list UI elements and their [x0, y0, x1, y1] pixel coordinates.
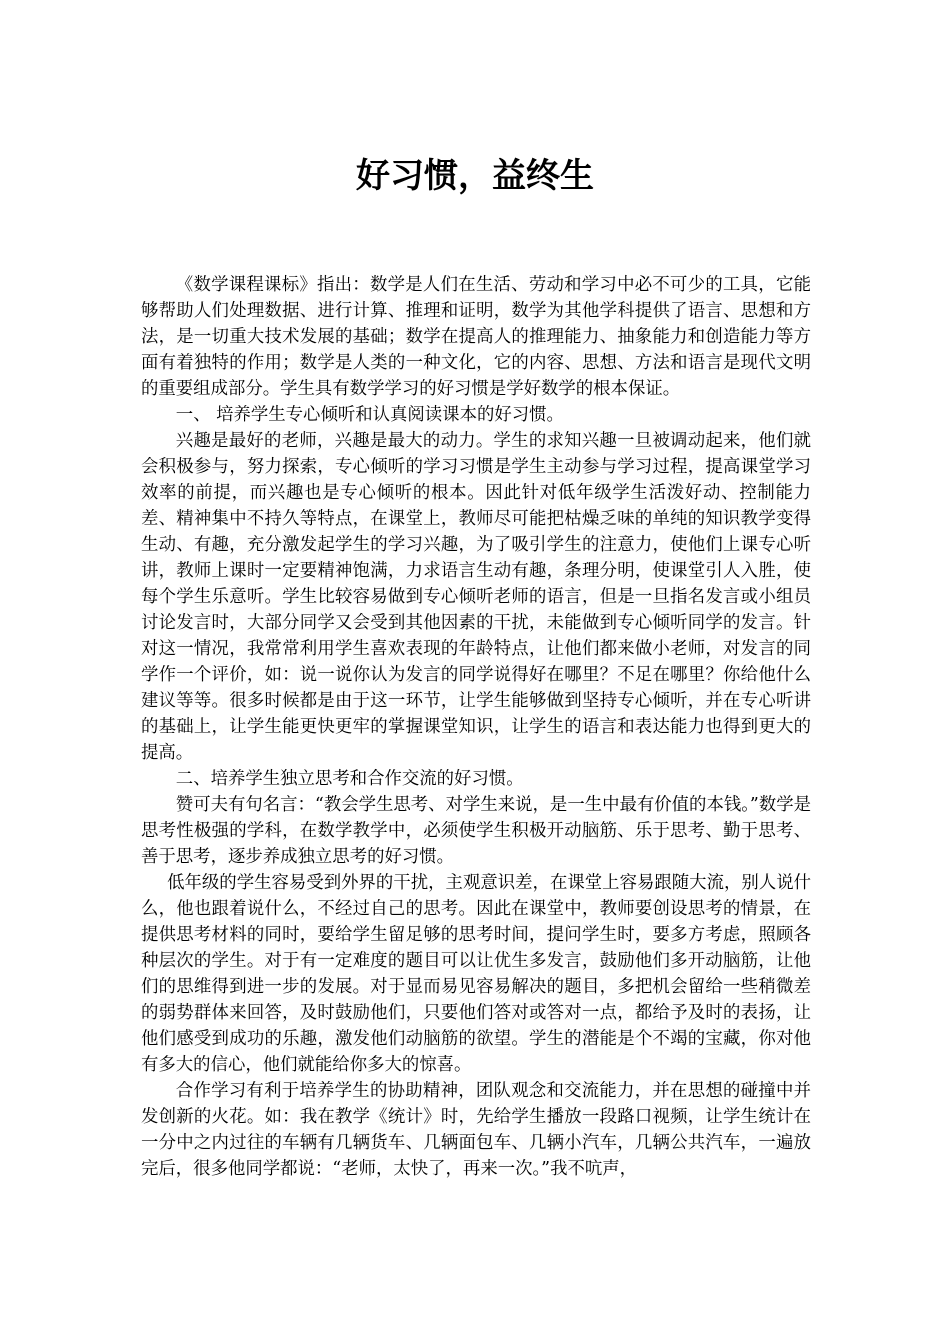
paragraph-intro: 《数学课程课标》指出：数学是人们在生活、劳动和学习中必不可少的工具，它能够帮助人们处理数据、进行计算、推理和证明，数学为其他学科提供了语言、思想和方法，是一切重大技术发展的基础；数学在提高人的推理能力、抽象能力和创造能力等方面有着独特的作用；数学是人类的一种文化，它的内容、思想、方法和语言是现代文明的重要组成部分。学生具有数学学习的好习惯是学好数学的根本保证。 — [141, 275, 811, 399]
section-heading-2: 二、培养学生独立思考和合作交流的好习惯。 — [175, 769, 524, 789]
section-heading-1: 一、 培养学生专心倾听和认真阅读课本的好习惯。 — [175, 405, 564, 425]
paragraph-thinking: 低年级的学生容易受到外界的干扰，主观意识差，在课堂上容易跟随大流，别人说什么，他也跟着说什么，不经过自己的思考。因此在课堂中，教师要创设思考的情景，在提供思考材料的同时，要给学生留足够的思考时间，提问学生时，要多方考虑，照顾各种层次的学生。对于有一定难度的题目可以让优生多发言，鼓励他们多开动脑筋，让他们的思维得到进一步的发展。对于显而易见容易解决的题目，多把机会留给一些稍微差的弱势群体来回答，及时鼓励他们，只要他们答对或答对一点，都给予及时的表扬，让他们感受到成功的乐趣，激发他们动脑筋的欲望。学生的潜能是个不竭的宝藏，你对他有多大的信心，他们就能给你多大的惊喜。 — [141, 873, 811, 1075]
document-body — [141, 272, 811, 1182]
document-title: 好习惯，益终生 — [356, 156, 594, 196]
paragraph-listening: 兴趣是最好的老师，兴趣是最大的动力。学生的求知兴趣一旦被调动起来，他们就会积极参与，努力探索，专心倾听的学习习惯是学生主动参与学习过程，提高课堂学习效率的前提，而兴趣也是专心倾听的根本。因此针对低年级学生活泼好动、控制能力差、精神集中不持久等特点，在课堂上，教师尽可能把枯燥乏味的单纯的知识教学变得生动、有趣，充分激发起学生的学习兴趣，为了吸引学生的注意力，使他们上课专心听讲，教师上课时一定要精神饱满，力求语言生动有趣，条理分明，使课堂引人入胜，使每个学生乐意听。学生比较容易做到专心倾听老师的语言，但是一旦指名发言或小组员讨论发言时，大部分同学又会受到其他因素的干扰，未能做到专心倾听同学的发言。针对这一情况，我常常利用学生喜欢表现的年龄特点，让他们都来做小老师，对发言的同学作一个评价，如：说一说你认为发言的同学说得好在哪里？不足在哪里？你给他什么建议等等。很多时候都是由于这一环节，让学生能够做到坚持专心倾听，并在专心听讲的基础上，让学生能更快更牢的掌握课堂知识，让学生的语言和表达能力也得到更大的提高。 — [141, 431, 811, 763]
paragraph-cooperation: 合作学习有利于培养学生的协助精神，团队观念和交流能力，并在思想的碰撞中并发创新的火花。如：我在教学《统计》时，先给学生播放一段路口视频，让学生统计在一分中之内过往的车辆有几辆货车、几辆面包车、几辆小汽车，几辆公共汽车，一遍放完后，很多他同学都说：“老师，太快了，再来一次。”我不吭声， — [141, 1081, 811, 1179]
paragraph-quote: 赞可夫有句名言：“教会学生思考、对学生来说，是一生中最有价值的本钱。”数学是思考性极强的学科，在数学教学中，必须使学生积极开动脑筋、乐于思考、勤于思考、善于思考，逐步养成独立思考的好习惯。 — [141, 795, 811, 867]
